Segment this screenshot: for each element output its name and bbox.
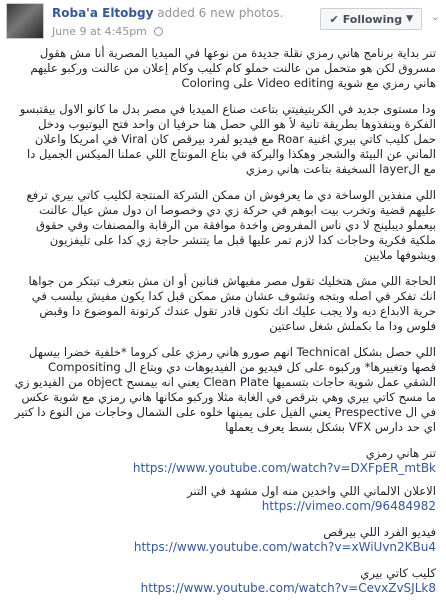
caret-down-icon: ▼ xyxy=(406,14,413,24)
check-icon: ✔ xyxy=(329,12,339,26)
post-body xyxy=(12,46,436,607)
following-label: Following xyxy=(342,12,403,26)
link-url[interactable]: https://vimeo.com/96484982 xyxy=(261,499,436,513)
post-header xyxy=(0,0,446,44)
link-label: الاعلان الالماني اللي واخدين منه اول مشهد في التنر xyxy=(186,484,436,498)
link-url[interactable]: https://www.youtube.com/watch?v=xWiUvn2KBu4 xyxy=(133,540,436,554)
post-paragraph: اللي منفذين الوساخة دي ما يعرفوش ان ممكن الشركة المنتجة لكليب كاتي بيري ترفع عليهم قضية وتخرب بيت ابوهم في حركة زي دي وخصوصا ان دول مش عيال عالنت بيعملو ديبلينج لا دي ناس المفروض واخدة موافقة من الرقابة والمصنفات وفي حقوق ملكية فكرية وحاجات كدا لازم تمر عليها قبل ما يتنشر حاجة زي كدا على تليفزيون ويشوفها ملايين xyxy=(26,188,436,262)
link-label: كليب كاتي بيري xyxy=(360,566,436,580)
post-text xyxy=(12,46,436,435)
link-url[interactable]: https://www.youtube.com/watch?v=CevxZvSJLk8 xyxy=(140,581,436,595)
post-paragraph: الحاجة اللي مش هتخليك تقول مصر مفيهاش فنانين أو ان مش بتعرف تبتكر من جواها انك تفكر في اصله وبتجه وتشوف عشان مش ممكن قبل كدا يكون مفيش بيلسب في حرية الابداع ديه ولا يجب عليك انك تكون قادر تقول عندك كرتونة الموضوع دا وقبض فلوس ودا ما بكملش شغل ساعتين xyxy=(28,274,436,333)
post-paragraph: اللي حصل بشكل Technical انهم صورو هاني رمزي على كروما *خلفية خضرا بيسهل قصها وتغييرها* وركبوه على كل فيديو من الفيديوهات دي وبتاع ال Compositing الشقي عمل شوية حاجات بتسميها Clean Plate يعني انه بيمسح object من الفيديو زي ما مسح كاتي بيري وهي بترقص في الغابة مثلا وركبو مكانها هاني رمزي مع شوية عكس في ال Prespective يعني الفيل على يمينها خلوه على الشمال وحاجات من النوع دا كتير اي حد دارس VFX بشكل بسط يعرف يعملها xyxy=(14,345,436,434)
link-list xyxy=(12,446,436,596)
globe-icon xyxy=(154,27,163,36)
link-label: فيديو الفرد اللي بيرقص xyxy=(323,525,436,539)
link-label: تنر هاني رمزي xyxy=(365,446,436,460)
link-url[interactable]: https://www.youtube.com/watch?v=DXFpER_mtBk xyxy=(132,461,436,475)
post-paragraph: تنر بداية برنامج هاني رمزي نقلة جديدة من نوعها في الميديا المصرية أنا مش هقول مسروق لكن هو متحمل من عالنت حملو كام كليب وكام إعلان من عالنت وركبو عليهم هاني رمزي مع شوية Video editing على Coloring xyxy=(30,46,436,90)
post-paragraph: ودا مستوى جديد في الكريتيفيتي بتاعت صناع الميديا في مصر بدل ما كانو الاول بيقتبسو الفكرة وينفذوها بطريقة تانية لأ هو اللي حصل هنا حرفيا ان واحد فتح اليوتيوب ودخل حمل كليب كاتي بيري اغنية Roar مع فيديو لفرد بيرقص كان Viral في امريكا واعلان الماني عن البيئة والشجر وهكذا والبركة في بتاع المونتاج اللي عملنا الميكس الجميل دا مع الlayer السخيفة بتاعت هاني رمزي xyxy=(19,102,436,176)
author-line xyxy=(52,6,283,20)
post-date[interactable]: June 9 at 4:45pm xyxy=(52,25,147,38)
author-name[interactable]: Roba'a Eltobgy xyxy=(52,6,154,20)
chevron-down-icon[interactable]: ⌄ xyxy=(430,10,440,23)
avatar[interactable] xyxy=(6,3,44,39)
post-action: added 6 new photos. xyxy=(157,6,284,20)
following-button[interactable] xyxy=(320,8,422,30)
post-meta xyxy=(52,25,163,38)
